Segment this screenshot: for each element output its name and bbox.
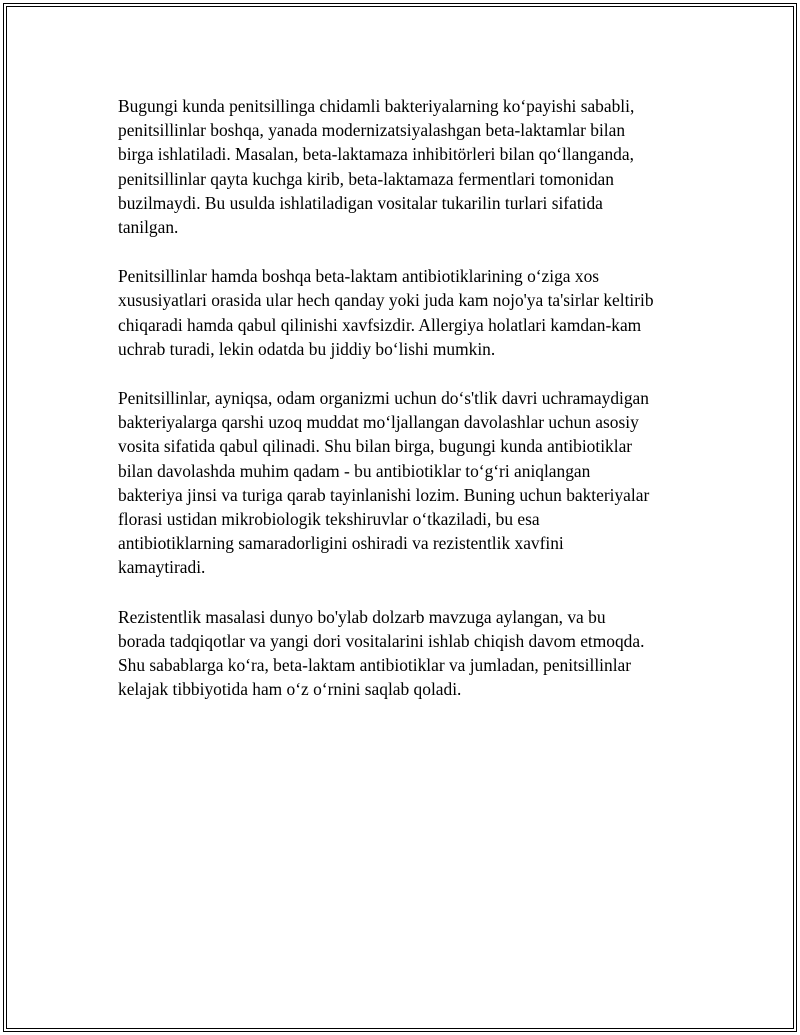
document-body <box>118 94 698 726</box>
paragraph-1: Bugungi kunda penitsillinga chidamli bakteriyalarning koʻpayishi sababli, penitsillinlar boshqa, yanada modernizatsiyalashgan beta-laktamlar bilan birga ishlatiladi. Masalan, beta-laktamaza inhibitörleri bilan qoʻllanganda, penitsillinlar qayta kuchga kirib, beta-laktamaza fermentlari tomonidan buzilmaydi. Bu usulda ishlatiladigan vositalar tukarilin turlari sifatida tanilgan. <box>118 96 635 238</box>
paragraph-4: Rezistentlik masalasi dunyo bo'ylab dolzarb mavzuga aylangan, va bu borada tadqiqotlar va yangi dori vositalarini ishlab chiqish davom etmoqda. Shu sabablarga koʻra, beta-laktam antibiotiklar va jumladan, penitsillinlar kelajak tibbiyotida ham oʻz oʻrnini saqlab qoladi. <box>118 606 645 700</box>
paragraph-2: Penitsillinlar hamda boshqa beta-laktam antibiotiklarining oʻziga xos xususiyatlari orasida ular hech qanday yoki juda kam nojo'ya ta'sirlar keltirib chiqaradi hamda qabul qilinishi xavfsizdir. Allergiya holatlari kamdan-kam uchrab turadi, lekin odatda bu jiddiy boʻlishi mumkin. <box>118 266 654 359</box>
paragraph-3: Penitsillinlar, ayniqsa, odam organizmi uchun doʻs'tlik davri uchramaydigan bakteriyalarga qarshi uzoq muddat moʻljallangan davolashlar uchun asosiy vosita sifatida qabul qilinadi. Shu bilan birga, bugungi kunda antibiotiklar bilan davolashda muhim qadam - bu antibiotiklar toʻgʻri aniqlangan bakteriya jinsi va turiga qarab tayinlanishi lozim. Buning uchun bakteriyalar florasi ustidan mikrobiologik tekshiruvlar oʻtkaziladi, bu esa antibiotiklarning samaradorligini oshiradi va rezistentlik xavfini kamaytiradi. <box>118 388 650 578</box>
